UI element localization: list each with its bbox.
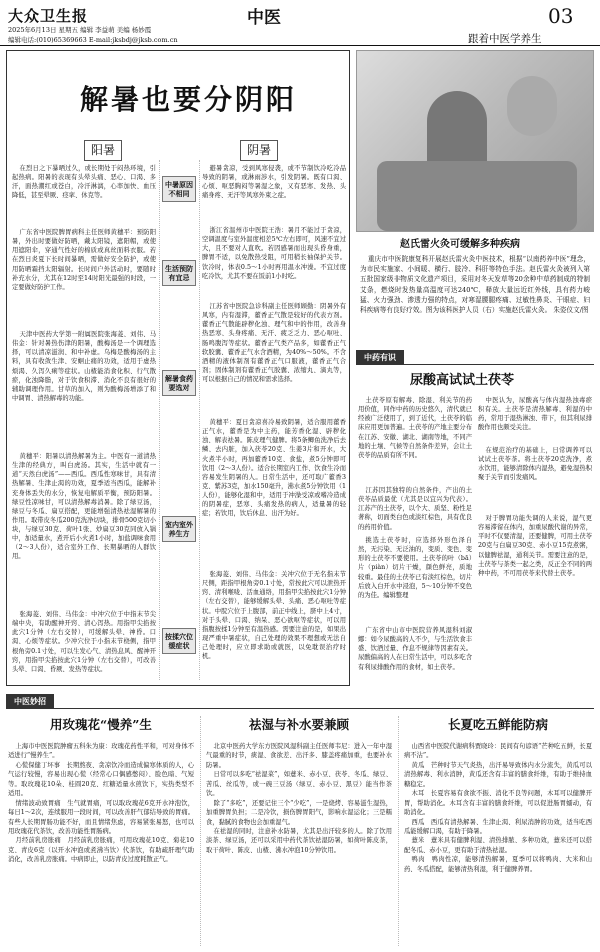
yang-heading: 阳暑 xyxy=(84,140,122,161)
yang-paragraph: 张海菱、刘伟、马伟金：中冲穴位于中指末节尖端中央，有助醒神开窍、清心泻热。用指甲尖掐按此穴1分钟（左右交替），可缓解头晕、神昏。口渴、心烦等症状。少冲穴位于小指末节桡侧，指甲根角旁0.1寸处，可以生发心气、清热息风、醒神开窍，用指甲尖掐按此穴1分钟（左右交替），可改善头晕、口渴、昏厥、发热等症状。 xyxy=(12,611,156,673)
side-paragraph: 广东省中山市中医院营养风湿科刘淑娜：如今尿酸高的人不少，与生活饮食丰盛、饮酒过量、作息不规律等因素有关。尿酸偏高的人在日常生活中，可以多吃含有利尿排酸作用的食材，如土茯苓。 xyxy=(358,627,472,671)
side-article-title: 尿酸高试试土茯苓 xyxy=(410,373,515,388)
topic-label: 按揉穴位缓症状 xyxy=(162,628,196,654)
bottom-column-divider xyxy=(200,716,201,946)
yin-heading: 阴暑 xyxy=(240,140,278,161)
bottom-paragraph: 在祛湿的同时，注意补水防暑，尤其是出汗较多的人。除了饮用淡茶、绿豆汤，还可以采用中药代茶饮祛湿防暑，如荷叶陈皮茶，取干荷叶、陈皮、山楂、沸水冲泡10分钟饮用。 xyxy=(206,827,392,854)
photo-treatment-bed xyxy=(377,161,577,231)
section-title: 中医 xyxy=(247,8,281,28)
side-section-label: 中药有识 xyxy=(356,350,404,365)
bottom-paragraph: 鸭肉 鸭肉性凉，能够清热解暑，夏季可以将鸭肉、大米和山药、冬瓜搭配，能够清热利湿，利于健脾养胃。 xyxy=(404,856,592,873)
issue-date-line: 2025年6月13日 星期五 编辑 李益萌 美编 杨妙霞 xyxy=(8,26,152,34)
column-divider xyxy=(159,160,160,680)
yin-paragraph: 避暑贪凉，受到风寒侵袭，或不节制饮冷吃冷品导致的阴暑，或淋雨涉水，引发阴暑。既有口渴、心烦、呕恶胸闷等暑湿之象，又有恶寒、发热、头痛身疼、无汗等风寒外束之症。 xyxy=(202,165,346,200)
photo-patient-head xyxy=(507,76,557,136)
bottom-article-body xyxy=(404,742,592,874)
photo-caption-body: 重庆市中医院康复科开展赵氏雷火灸中医技术，根据“以南药养中医”理念，为市民实施家、小间暖、横行、肢冷、科肝等特色手法。赵氏雷火灸被列入第五批国家级非物质文化遗产项目，采用对冬天发草等20余种中草药制成的特制艾条，燃烧时发热量高温度可达240℃，释放大量远近红外线，具有药力峻猛、火力强劲、渗透力强的特点，对寒湿腰腿疼痛、过敏性鼻炎、干眼症、妇科疾病等有良好疗效。图为该科医护人员（右）实施赵氏雷火灸。 朱姿仪文/图 xyxy=(360,255,590,315)
yang-paragraph: 黄穗平：阳暑以清热解暑为主。中医有一道清热生津的经典方，叫白虎汤。其实，生活中就有一道“天然白虎汤”——西瓜。西瓜性寒味甘，具有清热解暑、生津止渴的功效，夏季适当西瓜，能解补充身体丢失的水分，恢复电解质平衡，预防阳暑。绿豆性凉味甘，可以清热解毒消暑。除了绿豆汤，绿豆与冬瓜、扁豆搭配，更能增强清热祛湿解暑的作用。取带皮冬瓜200克洗净切块，排骨500克切小块，与绿豆30克、荷叶1张、炒扁豆30克同放入锅中，加适量水，煮开后小火煮1小时，加盐调味食用（2～3人份），适合室外工作、长期暴晒的人群饮用。 xyxy=(12,453,156,561)
side-paragraph: 江苏因其独特的自然条件，产出的土茯苓品质最优（尤其是以宜兴为代表）。江苏产的土茯苓，以个大、质坚、粉性足著称，切面类白色或淡红棕色，具有优良的药用价值。 xyxy=(358,487,472,531)
bottom-paragraph: 黄瓜 芒种时节天气炎热，出汗易导致体内水分流失，黄瓜可以清热解毒、利水消肿，黄瓜还含有丰富的膳食纤维，有助于维持血糖稳定。 xyxy=(404,761,592,788)
bottom-paragraph: 木耳 长夏容易有食欲不振、消化不良等问题，木耳可以健脾开胃，帮助消化。木耳含有丰富的膳食纤维，可以促进肠胃蠕动，有助消化。 xyxy=(404,790,592,817)
side-paragraph: 对于脾胃功能失调的人来说，湿气更容易滞留在体内，加重尿酸代谢的异常，平时不仅要清湿，还要健脾，可用土茯苓20克与白扁豆30克、赤小豆15克煮粥，以健脾祛湿，通利关节。需要注意的是，土茯苓与茶类一起之类，反正全不同的两种中药，不可用茯苓来代替土茯苓。 xyxy=(478,515,592,577)
bottom-article-body xyxy=(206,742,392,855)
yang-paragraph: 在烈日之下暴晒过久，或长期处于闷热环境，引起热病。阳暑的表现有头晕头痛、恶心、口渴、多汗，面热潮红或苍白，冷汗淋漓，心率加快、血压降低，甚至晕厥、痉挛、休克等。 xyxy=(12,165,156,200)
bottom-article-title: 长夏吃五鲜能防病 xyxy=(447,717,548,732)
yin-paragraph: 浙江省温州市中医院王浩：暑月不能过于贪凉，空调温度与室外温度相差5℃左右即可，风速不宜过大，且不要对人直吹。若因感暑而出现头昏身重，脾胃不适，以免散热受阻，可用稍长袖保护关节。饮冷时，体表0.5～1小时再用温水冲澡。不宜过度吃冷饮，尤其不要在饭前1小时吃。 xyxy=(202,227,346,280)
editor-contact-line: 编辑电话:(010)65369663 E-mail:jksbdj@jksb.com.cn xyxy=(8,36,178,44)
bottom-article-body xyxy=(8,742,194,865)
bottom-paragraph: 情绪波动致胃痛 生气就胃痛，可以取玫瑰花6克开水冲泡饮，每日1～2次，连续服用一段时间，可以改善肝气郁结导致的胃痛。有些人长期胃肠功能不好，而且情绪焦虑，容易紧张易怒，也可以用玫瑰花代茶饮，改善功能性胃肠病。 xyxy=(8,799,194,835)
side-paragraph: 土茯苓原有解毒、除湿、利关节的药用价值，同作中药的历史悠久，清代就已经被广泛使用了，到了近代，土茯苓的临床应用更加普遍。土茯苓的产地主要分布在江苏、安徽、湖北、湖南等地，不同产地的土壤、气候等自然条件差异，会让土茯苓的品质有所不同。 xyxy=(358,397,472,459)
bottom-paragraph: 月经前乳房胀痛 月经前乳房胀痛，可用玫瑰花10克、菊花10克、青皮6克（以开水冲泡或煮沸当饮）代茶饮，有助疏肝理气助消化，改善乳房胀痛。中病即止，以防青皮过度耗散正气。 xyxy=(8,837,194,864)
bottom-paragraph: 西瓜 西瓜有清热解暑、生津止渴、利尿消肿的功效，适当吃西瓜能缓解口渴，有助于降暑。 xyxy=(404,818,592,835)
topic-label: 生活预防有宜忌 xyxy=(162,260,196,286)
photo-doctor-figure xyxy=(427,91,487,171)
bottom-paragraph: 北京中医药大学东方医院风湿科副主任医师韦尼：进入一年中湿气最重的时节，痰湿、食欲差、出汗多、膝盖疼痛加重，也要补水防暑。 xyxy=(206,743,392,769)
side-paragraph: 挑选土茯苓时，应选择外形色泽自然，无污染、无泛油的，变质、变色、变形的土茯苓不要使用。土茯苓的叶（bā）片（piàn）切片干燥，颜色鲜亮，质地较重。最佳的土茯苓已有淡红棕色，切片后放入白开水中浸泡，5～10分钟不变色的为佳。编辑整理 xyxy=(358,537,472,599)
topic-label: 解暑食药要选对 xyxy=(162,370,196,396)
page-number: 03 xyxy=(548,4,574,28)
yin-paragraph: 张海菱、刘伟、马伟金：关冲穴位于无名指末节尺侧，距指甲根角旁0.1寸处，常按此穴可以泄热开窍、清利喉咙、活血通络，用指甲尖掐按此穴1分钟（左右交替），能够缓解头晕、头痛、恶心呕吐等症状。中脘穴位于上腹部，前正中线上，脐中上4寸，对于头晕、口渴、纳呆、恶心欲呕等症状，可以用指腹按揉1分钟至有温热感。需要注意的是，如果出现严重中暑症状，自己处理的效果不理想或无法自己处理时，应立即求助或就医，以免耽误治疗时机。 xyxy=(202,571,346,661)
column-divider xyxy=(199,160,200,680)
bottom-column-divider xyxy=(398,716,399,946)
bottom-paragraph: 日常可以多吃“祛湿菜”，如薏米、赤小豆、茯苓、冬瓜、绿豆、苦瓜、丝瓜等，或一碗三豆汤（绿豆、赤小豆、黑豆）能当作茶饮。 xyxy=(206,771,392,798)
side-paragraph: 在规范治疗的基础上，日常调养可以试试土茯苓茶。将土茯苓20克洗净，煮水饮用，能够清除体内湿热，避免湿热积聚于关节而引发痛风。 xyxy=(478,447,592,482)
bottom-paragraph: 除了“多吃”，还要记住三个“少吃”，一是烧烤、容易滋生湿热，加重脾胃负担；二是冷饮，损伤脾胃阳气，影响水湿运化；三是糯食，黏腻的食物也会加重湿气。 xyxy=(206,799,392,826)
side-paragraph: 中医认为，尿酸高与体内湿热浊毒瘀积有关。土茯苓是清热解毒、利湿的中药，常用于湿热淋浊、带下，但其利尿排酸作用也颇受关注。 xyxy=(478,397,592,432)
bottom-section-label: 中医妙招 xyxy=(6,694,54,709)
yang-paragraph: 广东省中医院脾胃病科主任医师黄穗平：预防阳暑，外出时要做好防晒，戴太阳镜，遮阳帽，或使用遮阳伞，穿通气性好的棉质或真丝面料衣服。若在烈日炎夏下长时间暴晒，需做好安全防护，或使用防晒霜挡太阳辐射。长时间户外活动时，要随时补充水分，尤其在12时至14时阳光最强的时段，一定要做好防护工作。 xyxy=(12,229,156,291)
yin-paragraph: 黄穗平：夏日贪凉喜冷易致阴暑，适合服用藿香正气水，藿香是为中主药，能芳香化湿、辟秽化浊、解表祛暑。陈皮理气健脾。将5条鲫鱼洗净后去鳞、去内脏，加入茯苓20克、生姜3片和开水，大火煮半小时，再加藿香10克、食盐，煮5分钟即可饮用（2～3人份）。适合长期室内工作、饮食生冷而容易发生阴暑的人。日常生活中，还可取广藿香3克、紫苏3克，加水150毫升，沸水煮5分钟饮用（1人份），能够化湿和中，适用于冲澡受凉或嗜冷造成的阴暑症，恶寒、头痛发热的病人，适量暑的轻症；若饮用，饮后休息、出汗为好。 xyxy=(202,419,346,518)
bottom-paragraph: 心慌保健丁坏事 长期熬夜、贪凉饮冷而造成偏寒体质的人，心气运行较慢，容易出现心慌（经常心口偶感憋闷）、脸色暗、气短等。取玫瑰花10朵、桂圆20克、红糖适量水煎饮下，实热类型不适用。 xyxy=(8,761,194,798)
page-slogan: 跟着中医学养生 xyxy=(468,33,542,45)
photo-caption-title: 赵氏雷火灸可缓解多种疾病 xyxy=(400,239,520,250)
newspaper-logo: 大众卫生报 xyxy=(8,7,89,25)
yang-paragraph: 天津中医药大学第一附属医院张海菱、刘伟、马伟金：针对暑热伤津的阳暑，酸梅汤是一个调理选择，可以清凉滋润、和中补虚。乌梅是酸梅汤的主料，具有收敛生津、安蛔止痛的功效，适用于虚热烦渴、久泻久痢等症状。山楂能消食化积、行气散瘀，化浊降脂，对于饮食积滞、消化不良有很好的辅助调理作用。甘草的加入，则为酸梅汤增添了和中调胃、清热解毒的功能。 xyxy=(12,331,156,402)
main-headline: 解暑也要分阴阳 xyxy=(80,83,298,116)
yin-paragraph: 江苏省中医院急诊科副主任医师顾勤：阴暑外有风寒，内有湿滞，藿香正气散是较好的代表方剂。藿香正气散能辟秽化浊、理气和中的作用，改善身热恶寒、头身疼痛、无汗、疲乏乏力、恶心呕吐、肠鸣腹泻等症状。藿香正气类产品多，如藿香正气软胶囊、藿香正气水含酒精，为40%～50%。不含酒精的液体制剂有藿香正气口服液，藿香正气合剂；固体制剂有藿香正气胶囊、浓缩丸、滴丸等，可以根据自己的情况和需求选择。 xyxy=(202,303,346,383)
bottom-paragraph: 上海市中医医院肿瘤五科朱为康：玫瑰花药性平和，可对身体不适进行“慢养生”。 xyxy=(8,743,194,760)
bottom-article-title: 用玫瑰花“慢养”生 xyxy=(50,717,152,732)
bottom-article-title: 祛湿与补水要兼顾 xyxy=(248,717,349,732)
topic-label: 室内室外养生方 xyxy=(162,516,196,542)
bottom-paragraph: 山西省中医院代谢病科贾晓玲：民间有句谚语“芒种吃五鲜，长夏病不沾”。 xyxy=(404,743,592,760)
topic-label: 中暑原因不相同 xyxy=(162,176,196,202)
bottom-paragraph: 薏米 薏米具有健脾利湿、清热排脓、多种功效，薏米还可以搭配冬瓜、赤小豆，更有助于清热祛湿。 xyxy=(404,837,592,854)
side-section-rule xyxy=(356,364,594,365)
moxibustion-photo xyxy=(356,50,594,232)
bottom-section-rule xyxy=(6,708,594,709)
